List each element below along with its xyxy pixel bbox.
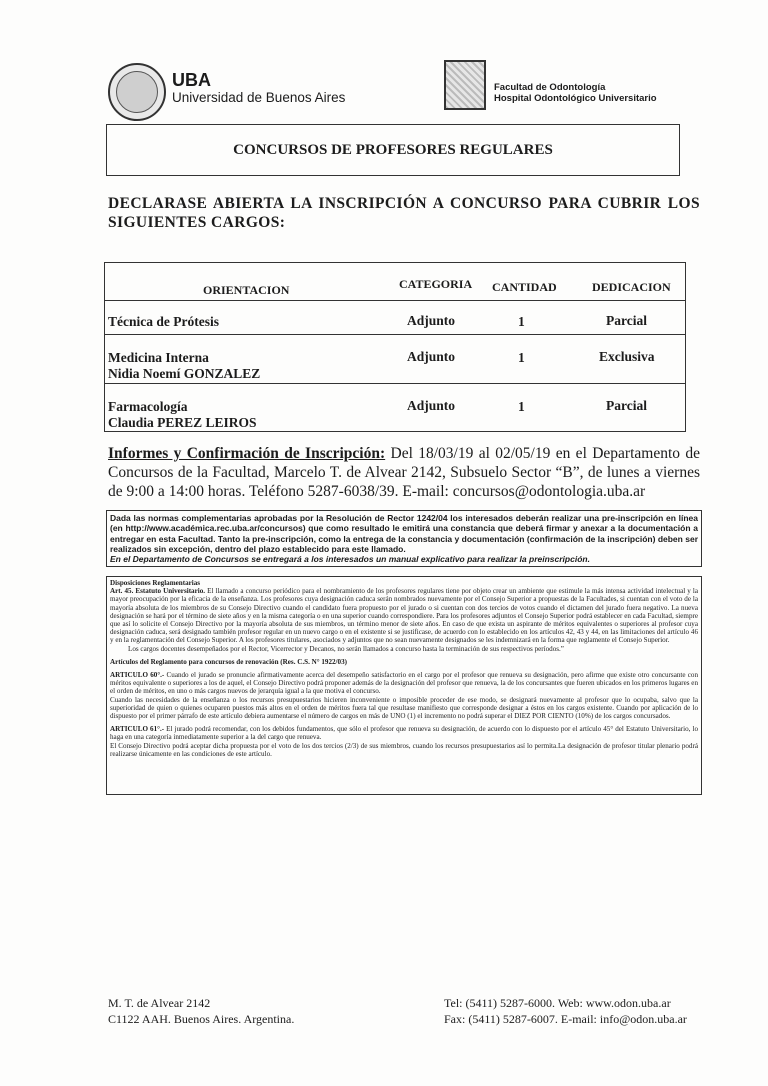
notice-main: Dada las normas complementarias aprobadas por la Resolución de Rector 1242/04 los interesados deberán realizar una pre-inscripción en línea (en http://www.académica.rec.uba.ar/concursos) que como resultado le emitirá una constancia que deberá firmar y anexar a la documentación a entregar en esta Facultad. Tanto la pre-inscripción, como la entrega de la constancia y documentación (confirmación de la inscripción) deben ser realizados sin excepción, dentro del plazo establecido para este llamado. — [110, 513, 698, 554]
renovation-heading: Artículos del Reglamento para concursos de renovación (Res. C.S. N° 1922/03) — [110, 657, 347, 666]
regulations-box — [106, 576, 702, 795]
row3-categoria: Adjunto — [407, 398, 456, 413]
page-title: CONCURSOS DE PROFESORES REGULARES — [106, 124, 680, 176]
art61-paragraph — [110, 725, 698, 741]
informes-label: Informes y Confirmación de Inscripción: — [108, 445, 386, 462]
header-categoria: CATEGORIA — [399, 277, 473, 291]
uba-short-name: UBA — [172, 70, 211, 90]
row3-orientacion: Farmacología — [108, 399, 188, 414]
row2-cantidad: 1 — [518, 350, 525, 365]
notice-italic: En el Departamento de Concursos se entregará a los interesados un manual explicativo para realizar la preinscripción. — [110, 554, 590, 565]
row3-cantidad: 1 — [518, 399, 525, 414]
header-orientacion: ORIENTACION — [203, 283, 290, 297]
row2-dedicacion: Exclusiva — [599, 349, 655, 364]
regs-heading: Disposiciones Reglamentarias — [110, 579, 201, 587]
art60-label: ARTICULO 60°.- — [110, 671, 165, 680]
hospital-name: Hospital Odontológico Universitario — [494, 93, 657, 104]
footer-address — [108, 995, 294, 1027]
art60-paragraph — [110, 671, 698, 696]
faculty-name: Facultad de Odontología — [494, 82, 606, 93]
footer-fax: Fax: (5411) 5287-6007. E-mail: info@odon.uba.ar — [444, 1012, 687, 1026]
art61-paragraph-2: El Consejo Directivo podrá aceptar dicha propuesta por el voto de los dos tercios (2/3) de sus miembros, cuando los recursos presupuestarios así lo permita.La designación de profesor titular plenario podrá realizarse únicamente en las condiciones de este artículo. — [110, 741, 698, 758]
art60-text: Cuando el jurado se pronuncie afirmativamente acerca del desempeño satisfactorio en el cargo por el profesor que renueva su designación, pero afirme que existe otro concursante con méritos equivalente o superiores a los de aquel, el Consejo Directivo podrá proponer además de la designación del profesor que renueva, la de los concursantes que fueren ubicados en los primeros lugares en el orden de méritos, en uno o más cargos nuevos de jerarquía igual a la que motiva el concurso. — [110, 671, 698, 696]
row1-cantidad: 1 — [518, 314, 525, 329]
footer-contact — [444, 995, 687, 1027]
informes-paragraph — [108, 444, 700, 501]
footer-tel: Tel: (5411) 5287-6000. Web: www.odon.uba.ar — [444, 996, 671, 1010]
header-cantidad: CANTIDAD — [492, 280, 557, 294]
art60-paragraph-2: Cuando las necesidades de la enseñanza o los recursos presupuestarios hicieren inconveniente o imposible proceder de ese modo, se designará nuevamente al profesor que lo ocupaba, salvo que la superioridad de quien o quienes ocuparen puestos más altos en el orden de méritos fuera tal que resultase manifiesto que corresponde designar a éstos en los cargos existente. Cuando por aplicación de lo dispuesto por el primer párrafo de este artículo debiera aumentarse el número de cargos en más de UNO (1) el incremento no podrá superar el DIEZ POR CIENTO (10%) de los cargos concursados. — [110, 695, 698, 721]
declaration-heading: DECLARASE ABIERTA LA INSCRIPCIÓN A CONCURSO PARA CUBRIR LOS SIGUIENTES CARGOS: — [108, 195, 700, 231]
footer-address-line2: C1122 AAH. Buenos Aires. Argentina. — [108, 1012, 295, 1026]
uba-seal-logo — [108, 63, 166, 121]
art45-paragraph — [110, 587, 698, 644]
art45-label: Art. 45. Estatuto Universitario. — [110, 587, 206, 596]
art45-text: El llamado a concurso periódico para el nombramiento de los profesores regulares tiene por objeto crear un ambiente que estimule la más intensa actividad intelectual y la mayor preocupación por la eficacia de la enseñanza. Los profesores cuya designación caduca serán nombrados nuevamente por el Consejo Superior a propuestas de la Facultades, si cuentan con el voto de la mayoría absoluta de los miembros de su Consejo Directivo cuando el candidato fuera propuesto por el jurado o si cuentan con dos tercios de votos cuando el dictamen del jurado fuera negativo. La nueva designación se hará por el término de siete años y en la misma categoría o en una superior cuando correspondiere. Para los profesores adjuntos el Consejo Superior podrá establecer en cada Facultad, siempre que así lo solicite el Consejo Directivo por la mayoría absoluta de sus miembros, un término menor de siete años. En caso de que exista un aspirante de méritos equivalentes o superiores al profesor cuya designación caduca, será designado también profesor regular en un nuevo cargo o en el existente si se justificase, de acuerdo con lo establecido en los artículos 42, 43 y 44, en las limitaciones del artículo 46 y en la reglamentación del Consejo Superior. A los profesores titulares, asociados y adjuntos que no sean nuevamente designados se les indemnizará en la forma que reglamente el Consejo Superior. — [110, 587, 698, 645]
informes-text: Del 18/03/19 al 02/05/19 en el Departamento de Concursos de la Facultad, Marcelo T. de Alvear 2142, Subsuelo Sector “B”, de lunes a viernes de 9:00 a 14:00 horas. Teléfono 5287-6038/39. E-mail: concursos@odontologia.uba.ar — [108, 445, 700, 500]
row1-orientacion: Técnica de Prótesis — [108, 314, 219, 329]
art61-text: El jurado podrá recomendar, con los debidos fundamentos, que sólo el profesor que renueva su designación, de acuerdo con lo dispuesto por el artículo 45° del Estatuto Universitario, lo haga en una categoría inmediatamente superior a la del cargo que renueva. — [110, 725, 699, 742]
row1-dedicacion: Parcial — [606, 313, 647, 328]
row2-orientacion: Medicina Interna — [108, 350, 209, 365]
row1-categoria: Adjunto — [407, 313, 456, 328]
footer-address-line1: M. T. de Alvear 2142 — [108, 996, 211, 1010]
art45-tail: Los cargos docentes desempeñados por el Rector, Vicerrector y Decanos, no serán llamados a concurso hasta la terminación de sus respectivos períodos.” — [128, 644, 564, 653]
positions-table — [104, 262, 686, 432]
uba-full-name: Universidad de Buenos Aires — [172, 90, 346, 105]
header-dedicacion: DEDICACION — [592, 280, 671, 294]
row3-nombre: Claudia PEREZ LEIROS — [108, 415, 257, 430]
row3-dedicacion: Parcial — [606, 398, 647, 413]
faculty-crest-logo — [444, 60, 486, 110]
art61-label: ARTICULO 61°.- — [110, 725, 165, 734]
row2-nombre: Nidia Noemí GONZALEZ — [108, 366, 261, 381]
preinscription-notice — [106, 510, 702, 567]
row2-categoria: Adjunto — [407, 349, 456, 364]
